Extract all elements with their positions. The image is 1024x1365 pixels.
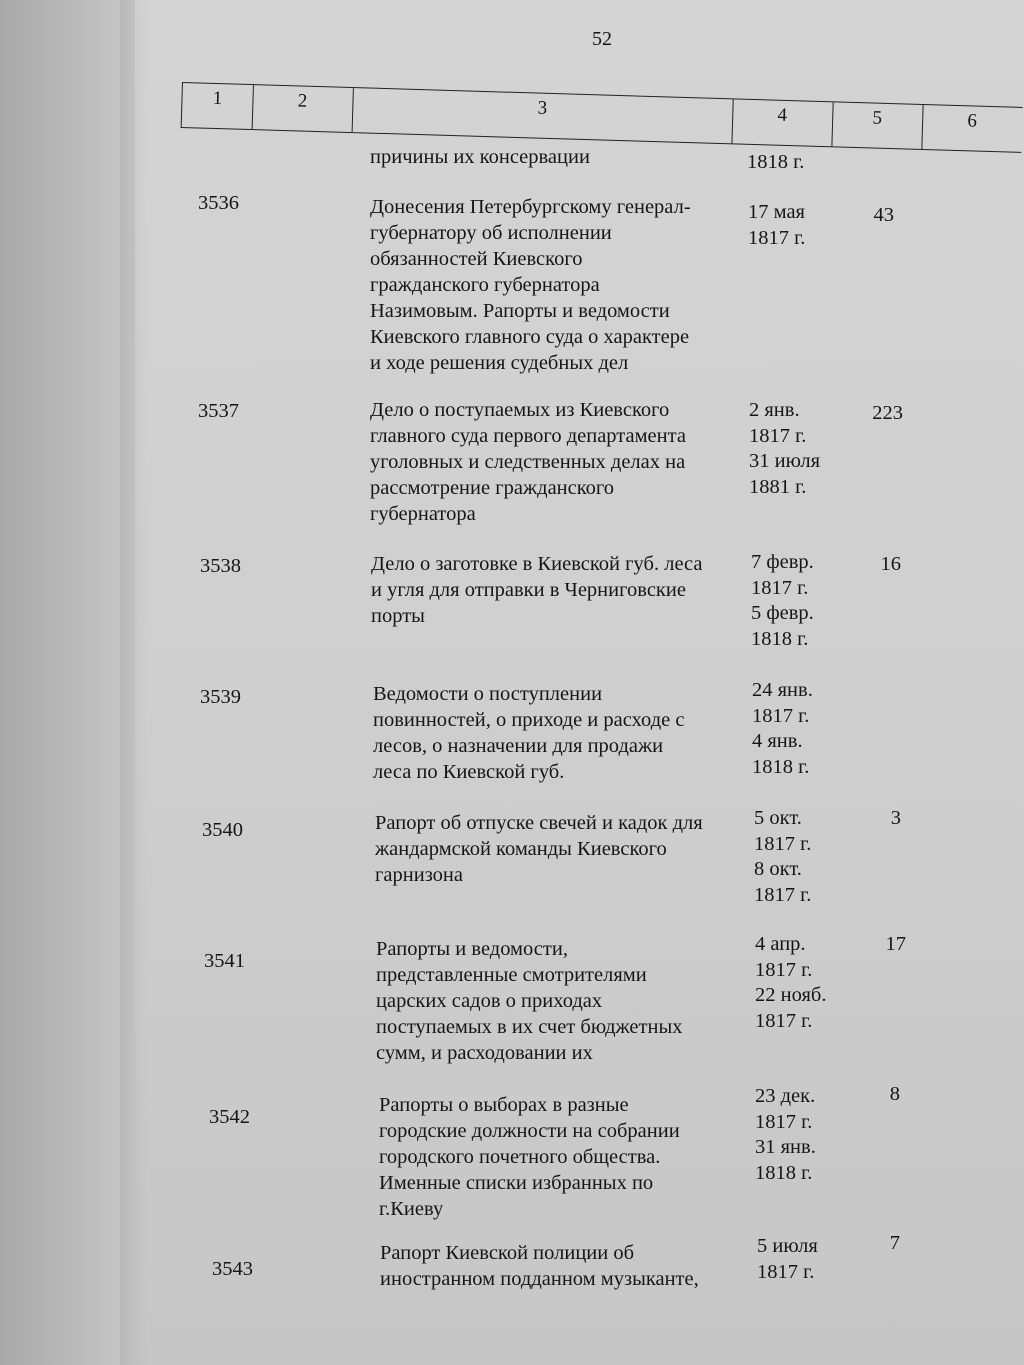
entry-title: Рапорты и ведомости, представленные смотрителями царских садов о приходах поступаемых в их счет бюджетных сумм, и расходовании их bbox=[376, 938, 683, 1064]
entry-title: Рапорты о выборах в разные городские должности на собрании городского почетного общества. Именные списки избранных по г.Киеву bbox=[379, 1094, 680, 1220]
entry-sheets: 43 bbox=[873, 204, 894, 226]
entry-sheets: 3 bbox=[890, 807, 901, 829]
entry-dates: 17 мая 1817 г. bbox=[748, 201, 806, 249]
entry-number: 3542 bbox=[209, 1106, 250, 1128]
column-header-2: 2 bbox=[252, 85, 354, 132]
entry-title: Донесения Петербургскому генерал- губернатору об исполнении обязанностей Киевского гражданского губернатора Назимовым. Рапорты и ведомости Киевского главного суда о характере и ходе решения судебных дел bbox=[370, 196, 691, 374]
gutter-shadow bbox=[120, 0, 150, 1365]
entry-number: 3541 bbox=[204, 950, 245, 972]
entry-dates: 7 февр. 1817 г. 5 февр. 1818 г. bbox=[751, 551, 814, 650]
continuation-title: причины их консервации bbox=[370, 146, 590, 168]
entry-number: 3540 bbox=[202, 819, 243, 841]
entry-dates: 2 янв. 1817 г. 31 июля 1881 г. bbox=[749, 399, 821, 498]
column-header-5: 5 bbox=[831, 102, 923, 149]
entry-dates: 4 апр. 1817 г. 22 нояб. 1817 г. bbox=[755, 933, 827, 1032]
entry-number: 3543 bbox=[212, 1258, 253, 1280]
book-spine-left-page bbox=[0, 0, 135, 1365]
column-header-4: 4 bbox=[731, 99, 833, 146]
entry-sheets: 7 bbox=[889, 1232, 900, 1254]
column-header-3: 3 bbox=[352, 88, 734, 143]
entry-title: Рапорт об отпуске свечей и кадок для жандармской команды Киевского гарнизона bbox=[375, 812, 703, 886]
entry-number: 3539 bbox=[200, 686, 241, 708]
column-header-6: 6 bbox=[967, 110, 978, 132]
entry-dates: 5 окт. 1817 г. 8 окт. 1817 г. bbox=[754, 807, 812, 906]
entry-number: 3536 bbox=[198, 192, 239, 214]
entry-sheets: 223 bbox=[872, 402, 903, 424]
column-header-1: 1 bbox=[182, 83, 254, 129]
entry-sheets: 16 bbox=[880, 553, 901, 575]
entry-sheets: 17 bbox=[885, 933, 906, 955]
entry-dates: 5 июля 1817 г. bbox=[757, 1235, 818, 1283]
entry-number: 3538 bbox=[200, 555, 241, 577]
entry-sheets: 8 bbox=[889, 1083, 900, 1105]
entry-number: 3537 bbox=[198, 400, 239, 422]
page-number: 52 bbox=[592, 28, 612, 50]
entry-dates: 23 дек. 1817 г. 31 янв. 1818 г. bbox=[755, 1085, 816, 1184]
entry-title: Ведомости о поступлении повинностей, о приходе и расходе с лесов, о назначении для продажи леса по Киевской губ. bbox=[373, 683, 685, 783]
entry-title: Рапорт Киевской полиции об иностранном подданном музыканте, bbox=[380, 1242, 699, 1290]
entry-title: Дело о заготовке в Киевской губ. леса и угля для отправки в Черниговские порты bbox=[371, 553, 703, 627]
entry-dates: 24 янв. 1817 г. 4 янв. 1818 г. bbox=[752, 679, 813, 778]
continuation-dates: 1818 г. bbox=[747, 151, 805, 173]
entry-title: Дело о поступаемых из Киевского главного суда первого департамента уголовных и следственных делах на рассмотрение гражданского губернатора bbox=[370, 399, 686, 525]
